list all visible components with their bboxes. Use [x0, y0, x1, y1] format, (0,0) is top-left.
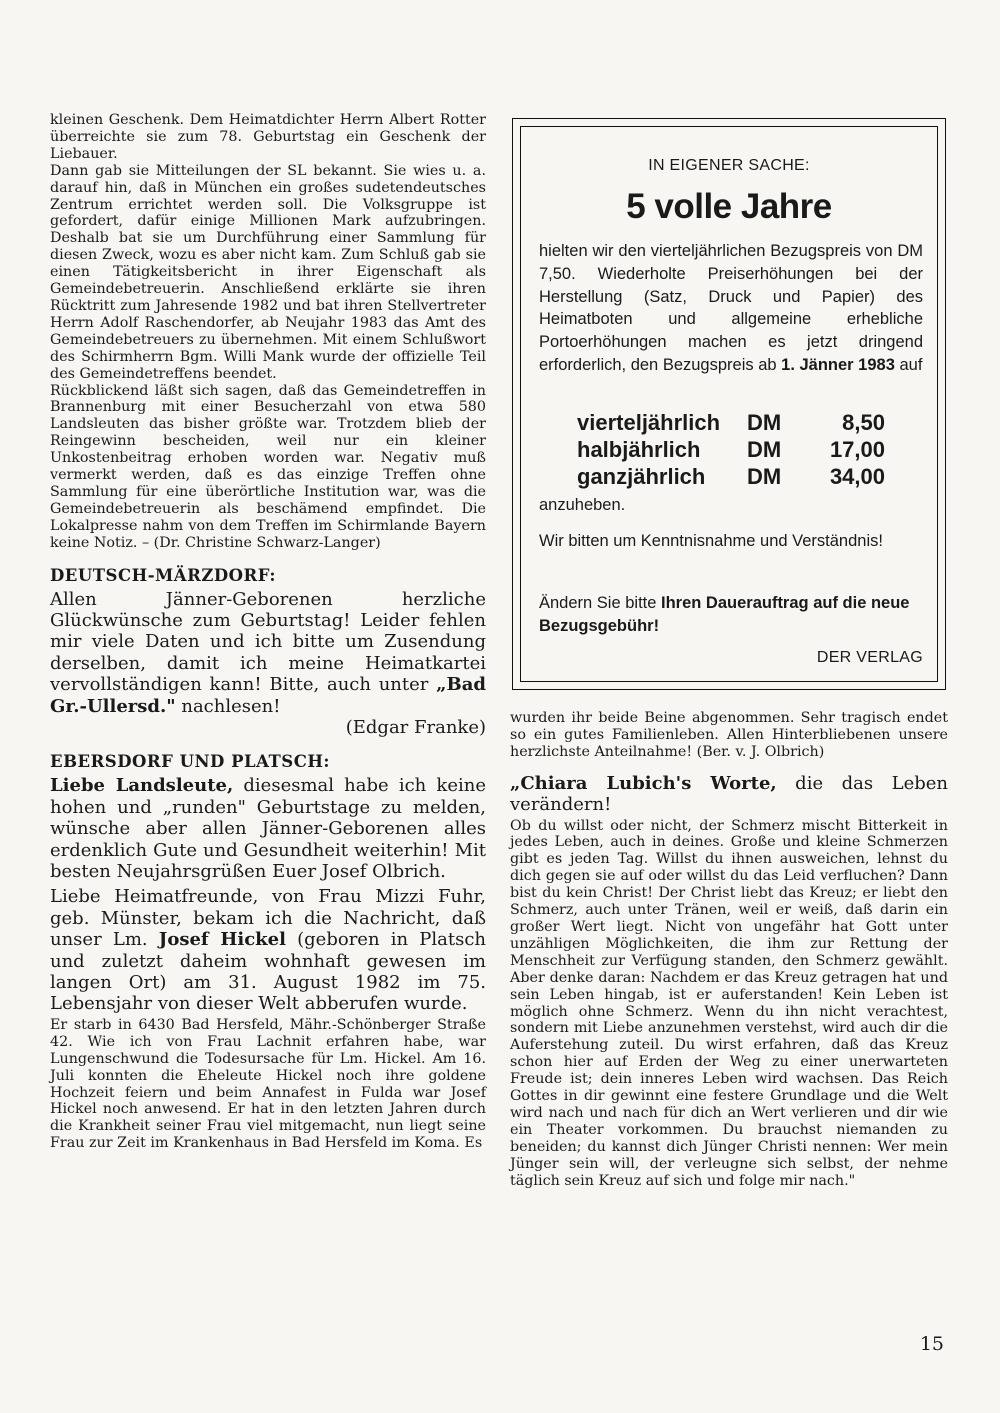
section-heading-deutsch-maerzdorf: DEUTSCH-MÄRZDORF:: [50, 565, 276, 585]
notice-standing-order: Ändern Sie bitte Ihren Dauerauftrag auf die neue Bezugsgebühr!: [539, 594, 910, 635]
article-paragraph: wurden ihr beide Beine abgenommen. Sehr tragisch endet so ein gutes Familienleben. Allen Hinterbliebenen unsere herzlichste Anteilnahme! (Ber. v. J. Olbrich): [510, 710, 948, 760]
left-column: [50, 112, 486, 1152]
price-value: 8,50: [842, 410, 885, 435]
quote-heading: „Chiara Lubich's Worte, die das Leben verändern!: [510, 772, 949, 816]
price-table: [577, 409, 885, 490]
article-paragraph: Liebe Heimatfreunde, von Frau Mizzi Fuhr, geb. Münster, bekam ich die Nachricht, daß unser Lm. Josef Hickel (geboren in Platsch und zuletzt daheim wohnhaft gewesen im langen Ort) am 31. August 1982 im 75. Lebensjahr von dieser Welt abberufen wurde.: [50, 886, 487, 1015]
right-column: [510, 710, 948, 1189]
subscription-notice-box: [512, 118, 946, 690]
notice-kicker: IN EIGENER SACHE:: [648, 157, 810, 174]
article-paragraph: Ob du willst oder nicht, der Schmerz mischt Bitterkeit in jedes Leben, auch in deines. Große und kleine Schmerzen gibt es jeden Tag. Willst du ihnen ausweichen, lehnst du dich gegen sie auf oder willst du das Leid verfluchen? Dann bist du kein Christ! Der Christ liebt das Kreuz; er liebt den Schmerz, auch unter Tränen, weil er weiß, daß darin ein großer Wert liegt. Nicht von ungefähr hat Gott unter unzähligen Möglichkeiten, die ihm zur Rettung der Menschheit zur Verfügung standen, den Schmerz gewählt. Aber denke daran: Nachdem er das Kreuz getragen hat und sein Leben hingab, ist er auferstanden! Kein Leben ist möglich ohne Schmerz. Wenn du ihn nicht verachtest, sondern mit Liebe anzunehmen verstehst, wird auch dir die Auferstehung zuteil. Du wirst erfahren, daß das Kreuz schon hier auf Erden der Weg zu einer unerwarteten Freude ist; dein inneres Leben wird wachsen. Das Reich Gottes in dir gewinnt eine festere Grundlage und die Welt wird nach und nach für dich an Wert verlieren und dir wie ein Theater vorkommen. Du brauchst niemanden zu beneiden; du kannst dich Jünger Christi nennen: Wer mein Jünger sein will, der verleugne sich selbst, der nehme täglich sein Kreuz auf sich und folge mir nach.": [510, 817, 948, 1189]
notice-signature: DER VERLAG: [816, 649, 923, 666]
article-paragraph: kleinen Geschenk. Dem Heimatdichter Herrn Albert Rotter überreichte sie zum 78. Geburtstag ein Geschenk der Liebauer.: [50, 112, 486, 162]
price-label: ganzjährlich: [577, 464, 706, 489]
price-value: 34,00: [829, 464, 885, 489]
article-paragraph: Rückblickend läßt sich sagen, daß das Gemeindetreffen in Brannenburg mit einer Besucherzahl von etwa 580 Landsleuten das bisher größte war. Trotzdem blieb der Reingewinn bescheiden, weil nur ein kleiner Unkostenbeitrag erhoben worden war. Negativ muß vermerkt werden, daß es das einzige Treffen ohne Sammlung für eine überörtliche Institution war, was die Gemeindebetreuerin als beschämend empfindet. Die Lokalpresse nahm von dem Treffen im Schirmlande Bayern keine Notiz. – (Dr. Christine Schwarz-Langer): [50, 382, 486, 551]
price-currency: DM: [747, 410, 782, 435]
notice-raise-text: anzuheben.: [539, 496, 626, 514]
notice-request: Wir bitten um Kenntnisnahme und Verständnis!: [539, 532, 883, 550]
price-label: vierteljährlich: [577, 410, 721, 435]
price-currency: DM: [747, 464, 782, 489]
price-value: 17,00: [829, 437, 885, 462]
price-currency: DM: [747, 437, 782, 462]
article-paragraph: Liebe Landsleute, diesesmal habe ich keine hohen und „runden" Geburtstage zu melden, wünsche aber allen Jänner-Geborenen alles erdenklich Gute und Gesundheit weiterhin! Mit besten Neujahrsgrüßen Euer Josef Olbrich.: [50, 775, 486, 883]
author-signature: (Edgar Franke): [345, 717, 486, 738]
section-heading-ebersdorf-platsch: EBERSDORF UND PLATSCH:: [50, 752, 331, 772]
price-row: [577, 463, 885, 490]
price-label: halbjährlich: [577, 437, 701, 462]
notice-text: hielten wir den vierteljährlichen Bezugspreis von DM 7,50. Wiederholte Preiserhöhungen bei der Herstellung (Satz, Druck und Papier) des Heimatboten und allgemeine erhebliche Portoerhöhungen machen es jetzt dringend erforderlich, den Bezugspreis ab 1. Jänner 1983 auf: [539, 242, 923, 374]
notice-title: 5 volle Jahre: [626, 187, 832, 226]
article-paragraph: Allen Jänner-Geborenen herzliche Glückwünsche zum Geburtstag! Leider fehlen mir viele Daten und ich bitte um Zusendung derselben, damit ich meine Heimatkartei vervollständigen kann! Bitte, auch unter „Bad Gr.-Ullersd." nachlesen!: [50, 588, 486, 717]
price-row: [577, 409, 885, 436]
page-number: 15: [919, 1333, 944, 1355]
price-row: [577, 436, 885, 463]
article-paragraph: Dann gab sie Mitteilungen der SL bekannt. Sie wies u. a. darauf hin, daß in München ein großes sudetendeutsches Zentrum errichtet werden soll. Die Volksgruppe ist gefordert, dafür einige Millionen Mark aufzubringen. Deshalb bat sie um Durchführung einer Sammlung für diesen Zweck, wozu es aber nicht kam. Zum Schluß gab sie einen Tätigkeitsbericht in ihrer Eigenschaft als Gemeindebetreuerin. Anschließend erklärte sie ihren Rücktritt zum Jahresende 1982 und bat ihren Stellvertreter Herrn Adolf Raschendorfer, ab Neujahr 1983 das Amt des Gemeindebetreuers zu übernehmen. Mit einem Schlußwort des Schirmherrn Bgm. Willi Mank wurde der offizielle Teil des Gemeindetreffens beendet.: [50, 162, 486, 382]
article-paragraph: Er starb in 6430 Bad Hersfeld, Mähr.-Schönberger Straße 42. Wie ich von Frau Lachnit erfahren habe, war Lungenschwund die Todesursache für Lm. Hickel. Am 16. Juli konnten die Eheleute Hickel noch ihre goldene Hochzeit feiern und beim Annafest in Fulda war Josef Hickel noch anwesend. Er hat in den letzten Jahren durch die Krankheit seiner Frau viel mitgemacht, nun liegt seine Frau zur Zeit im Krankenhaus in Bad Hersfeld im Koma. Es: [50, 1016, 486, 1152]
notice-inner-frame: [520, 126, 938, 682]
